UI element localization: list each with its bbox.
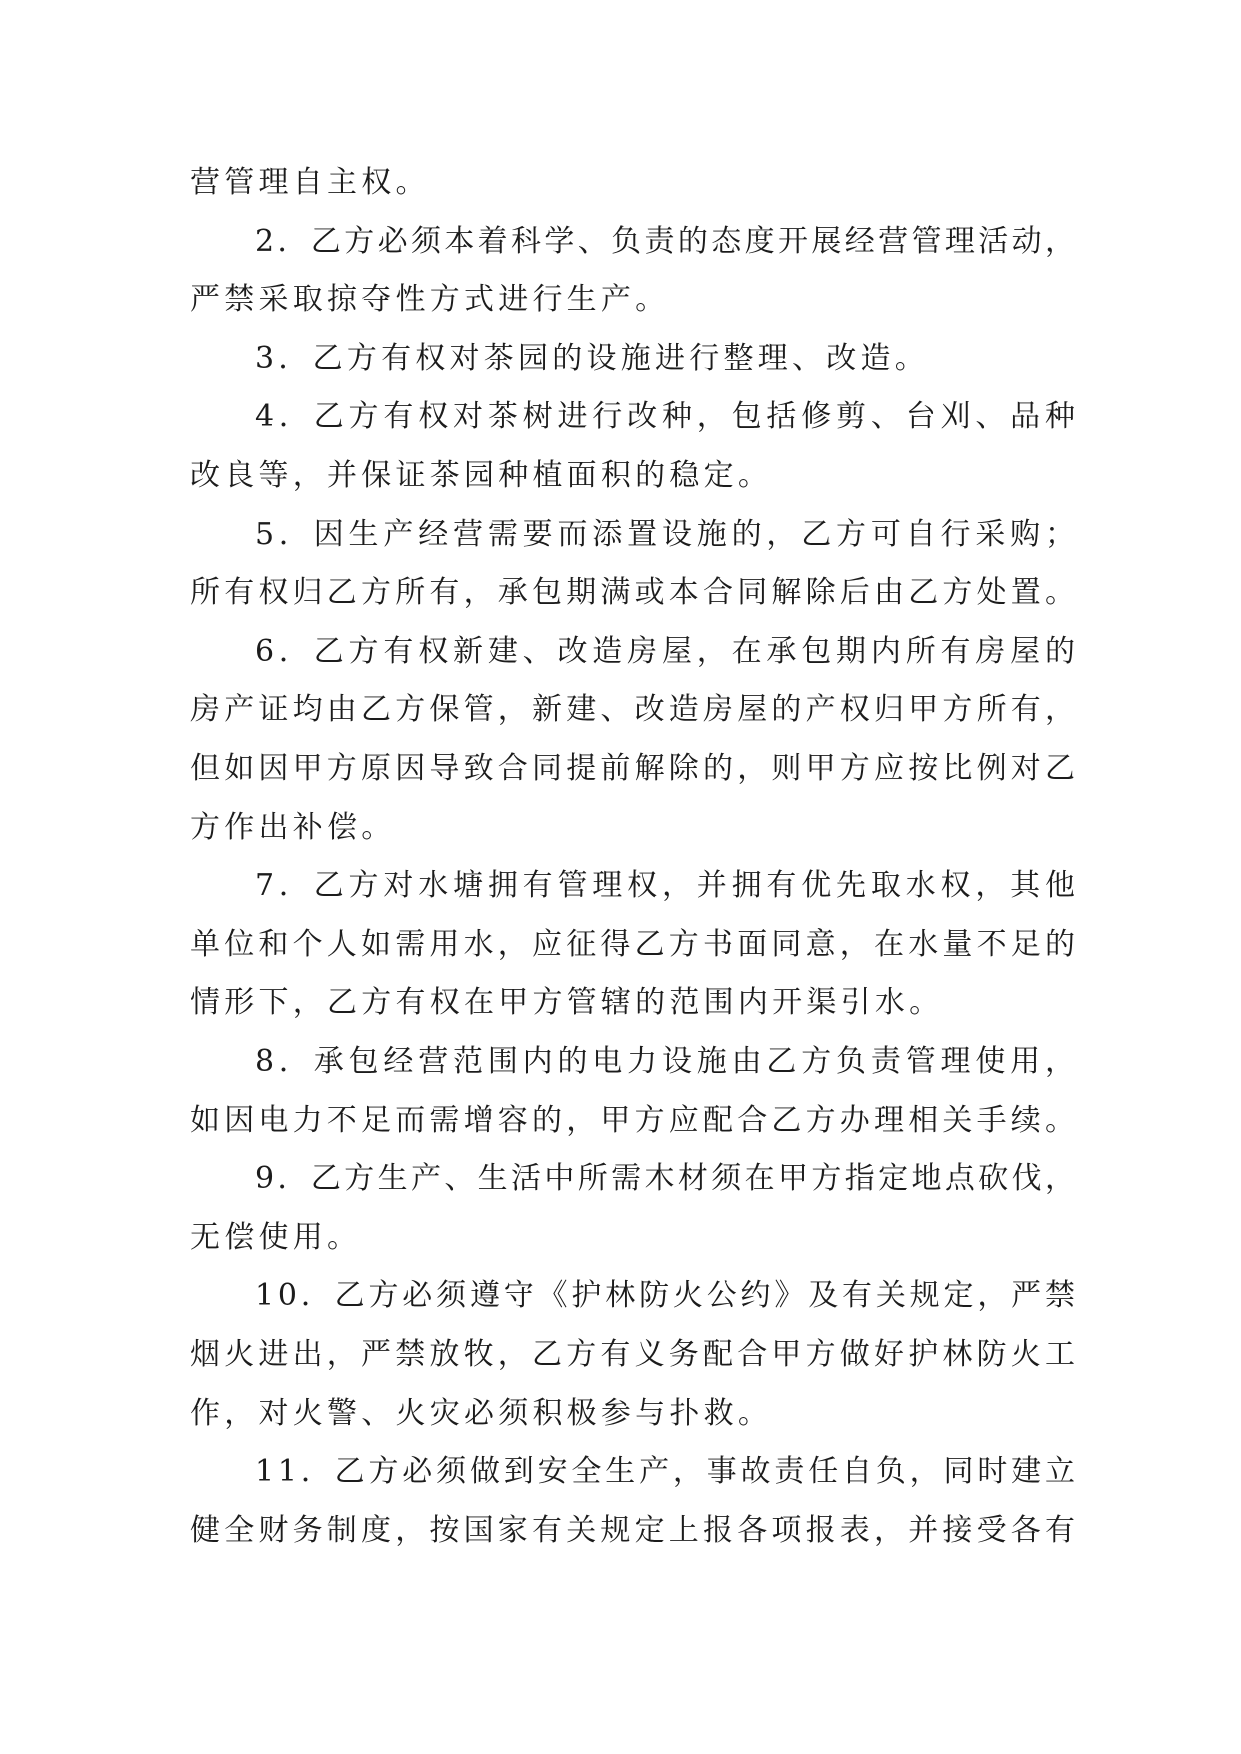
paragraph-line: 烟火进出，严禁放牧，乙方有义务配合甲方做好护林防火工 — [190, 1337, 1080, 1372]
paragraph-line: 情形下，乙方有权在甲方管辖的范围内开渠引水。 — [190, 985, 944, 1020]
paragraph-line: 如因电力不足而需增容的，甲方应配合乙方办理相关手续。 — [190, 1103, 1080, 1138]
paragraph-line: 6．乙方有权新建、改造房屋，在承包期内所有房屋的 — [255, 634, 1080, 669]
paragraph-line: 3．乙方有权对茶园的设施进行整理、改造。 — [255, 341, 929, 376]
paragraph-line: 5．因生产经营需要而添置设施的，乙方可自行采购； — [255, 517, 1080, 552]
paragraph-line: 8．承包经营范围内的电力设施由乙方负责管理使用， — [255, 1044, 1080, 1079]
paragraph-line: 4．乙方有权对茶树进行改种，包括修剪、台刈、品种 — [255, 399, 1080, 434]
paragraph-line: 改良等，并保证茶园种植面积的稳定。 — [190, 458, 773, 493]
paragraph-line: 严禁采取掠夺性方式进行生产。 — [190, 282, 670, 317]
paragraph-line: 健全财务制度，按国家有关规定上报各项报表，并接受各有 — [190, 1513, 1080, 1548]
paragraph-line: 单位和个人如需用水，应征得乙方书面同意，在水量不足的 — [190, 927, 1080, 962]
paragraph-line: 方作出补偿。 — [190, 810, 396, 845]
paragraph-line: 9．乙方生产、生活中所需木材须在甲方指定地点砍伐， — [255, 1161, 1079, 1196]
paragraph-line: 作，对火警、火灾必须积极参与扑救。 — [190, 1396, 773, 1431]
paragraph-line: 11．乙方必须做到安全生产，事故责任自负，同时建立 — [255, 1454, 1079, 1489]
paragraph-line: 所有权归乙方所有，承包期满或本合同解除后由乙方处置。 — [190, 575, 1080, 610]
paragraph-line: 房产证均由乙方保管，新建、改造房屋的产权归甲方所有， — [190, 692, 1080, 727]
paragraph-line: 2．乙方必须本着科学、负责的态度开展经营管理活动， — [255, 224, 1079, 259]
paragraph-line: 10．乙方必须遵守《护林防火公约》及有关规定，严禁 — [255, 1278, 1079, 1313]
paragraph-line: 无偿使用。 — [190, 1220, 362, 1255]
paragraph-line: 营管理自主权。 — [190, 165, 430, 200]
paragraph-line: 7．乙方对水塘拥有管理权，并拥有优先取水权，其他 — [255, 868, 1080, 903]
paragraph-line: 但如因甲方原因导致合同提前解除的，则甲方应按比例对乙 — [190, 751, 1080, 786]
